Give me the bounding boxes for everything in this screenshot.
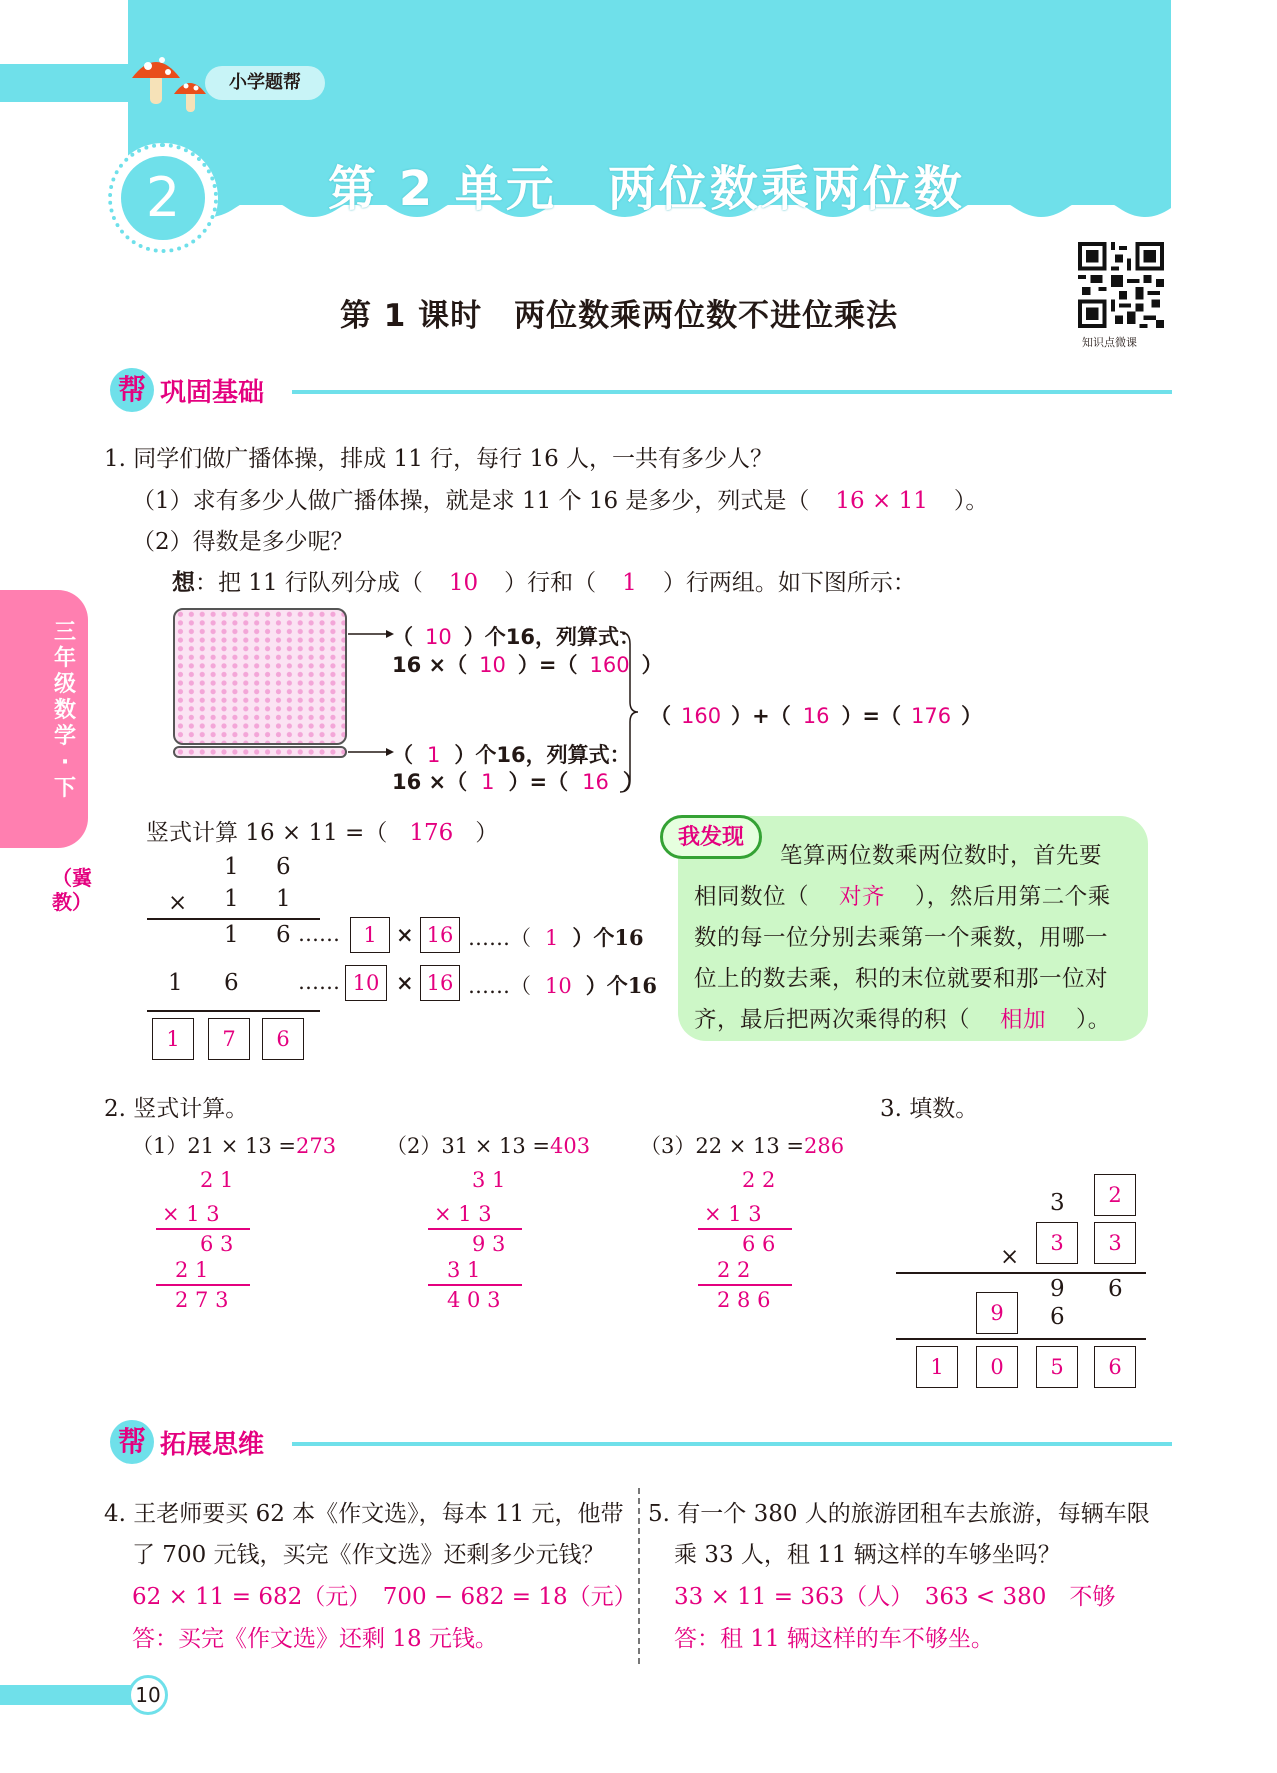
q2-1-multiplier: × 1 3 <box>162 1202 220 1226</box>
q2-1-result: 2 7 3 <box>175 1288 229 1312</box>
question-divider <box>638 1488 640 1664</box>
mushroom-icon <box>128 46 214 118</box>
vert-times-sign-2: × <box>396 970 414 995</box>
q1-top-r: 160 <box>589 653 630 677</box>
q2-2-line-2 <box>428 1284 522 1286</box>
discover-line-3: 数的每一位分别去乘第一个乘数，用哪一 <box>694 925 1109 951</box>
discover-answer-2: 相加 <box>1000 1007 1047 1033</box>
q1-bot-n: 1 <box>427 743 441 767</box>
q1-bot-r: 16 <box>582 770 609 794</box>
side-tab-grade: 三年级数学·下 <box>53 620 76 801</box>
q1-vertical-answer: 176 <box>409 820 454 846</box>
q3-r2-box-1: 3 <box>1036 1222 1078 1264</box>
q1-bottom-line2: 16 ×（ 1 ）=（ 16 ） <box>392 770 644 794</box>
discover-answer-1: 对齐 <box>839 884 886 910</box>
q3-r4-box: 9 <box>976 1292 1018 1334</box>
q5-line-2: 乘 33 人，租 11 辆这样的车够坐吗？ <box>674 1542 1061 1568</box>
q1-part1: （1）求有多少人做广播体操，就是求 11 个 16 是多少，列式是（ 16 × 11 ）。 <box>132 488 989 514</box>
q3-r1-given: 3 <box>1050 1190 1065 1216</box>
q1-top-m: 10 <box>479 653 506 677</box>
q3-line-2 <box>896 1338 1146 1340</box>
q1-think-answer-1: 10 <box>448 570 479 596</box>
vert-r3-d1: 1 <box>224 922 239 948</box>
q2-1-answer: 273 <box>296 1134 337 1158</box>
q2-2-multiplicand: 3 1 <box>472 1168 506 1192</box>
q1-top-line1: （ 10 ）个16，列算式： <box>392 625 640 649</box>
section-badge-extend: 帮 <box>110 1420 154 1464</box>
q1-sum-a: 160 <box>681 704 722 728</box>
vert-box-1: 1 <box>350 917 390 953</box>
brand-label: 小学题帮 <box>205 66 325 100</box>
q3-r4-given: 6 <box>1050 1304 1065 1330</box>
q2-2-answer: 403 <box>550 1134 591 1158</box>
q1-bot-m: 1 <box>481 770 495 794</box>
q4-line-1: 4. 王老师要买 62 本《作文选》，每本 11 元，他带 <box>104 1501 624 1527</box>
vert-box-16-b: 16 <box>420 965 460 1001</box>
discover-line-5: 齐，最后把两次乘得的积（ 相加 ）。 <box>694 1007 1111 1033</box>
q1-top-n: 10 <box>425 625 452 649</box>
q2-3-answer: 286 <box>804 1134 845 1158</box>
q4-line-2: 了 700 元钱，买完《作文选》还剩多少元钱？ <box>132 1542 605 1568</box>
q3-r1-box: 2 <box>1094 1174 1136 1216</box>
q2-1-partial-1: 6 3 <box>200 1232 234 1256</box>
q2-3-multiplicand: 2 2 <box>742 1168 776 1192</box>
q1-bottom-line1: （ 1 ）个16，列算式： <box>392 743 631 767</box>
q3-result-1: 1 <box>916 1346 958 1388</box>
q1-think-answer-2: 1 <box>622 570 637 596</box>
q3-r3-d1: 9 <box>1050 1276 1065 1302</box>
q5-answer-calc: 33 × 11 = 363（人） 363 < 380 不够 <box>674 1584 1116 1610</box>
qr-caption: 知识点微课 <box>1082 336 1137 349</box>
vert-r1-d2: 6 <box>276 854 291 880</box>
page-number: 10 <box>128 1675 168 1715</box>
q3-r3-d2: 6 <box>1108 1276 1123 1302</box>
q3-r2-box-2: 3 <box>1094 1222 1136 1264</box>
q3-line-1 <box>896 1272 1146 1274</box>
q2-1-line-1 <box>156 1228 250 1230</box>
q3-stem: 3. 填数。 <box>880 1096 979 1122</box>
qr-code-icon[interactable] <box>1078 242 1164 328</box>
q2-1-partial-2: 2 1 <box>175 1258 209 1282</box>
vert-result-3: 6 <box>262 1018 304 1060</box>
q1-vertical-prompt: 竖式计算 16 × 11 =（ 176 ） <box>146 820 499 846</box>
q2-stem: 2. 竖式计算。 <box>104 1096 249 1122</box>
q3-result-4: 6 <box>1094 1346 1136 1388</box>
q1-part1-answer: 16 × 11 <box>835 488 928 514</box>
section-divider-2 <box>292 1442 1172 1446</box>
section-badge-basic: 帮 <box>110 368 154 412</box>
unit-number: 2 <box>121 156 205 240</box>
q2-1-label: （1）21 × 13 = <box>132 1134 297 1158</box>
dot-grid-10-rows <box>173 608 347 745</box>
q2-3-line-1 <box>698 1228 792 1230</box>
q2-2-partial-1: 9 3 <box>472 1232 506 1256</box>
vert-result-1: 1 <box>152 1018 194 1060</box>
q1-top-line2: 16 ×（ 10 ）=（ 160 ） <box>392 653 663 677</box>
q2-2-multiplier: × 1 3 <box>434 1202 492 1226</box>
vert-dots-2: …… <box>298 970 340 994</box>
side-tab-edition: （冀教） <box>52 866 92 914</box>
vert-r3-d2: 6 <box>276 922 291 948</box>
q3-times: × <box>1000 1244 1020 1270</box>
q1-part2: （2）得数是多少呢？ <box>132 529 354 555</box>
q2-3-label: （3）22 × 13 = <box>640 1134 805 1158</box>
q2-2-line-1 <box>428 1228 522 1230</box>
unit-title: 第 2 单元 两位数乘两位数 <box>328 161 965 217</box>
vert-note-2: ……（ 10 ）个16 <box>468 973 657 998</box>
q2-3-partial-2: 2 2 <box>717 1258 751 1282</box>
discover-line-1: 笔算两位数乘两位数时，首先要 <box>780 843 1103 869</box>
vert-times-sign-1: × <box>396 922 414 947</box>
q4-answer-calc: 62 × 11 = 682（元） 700 − 682 = 18（元） <box>132 1584 637 1610</box>
vert-line-2 <box>147 1010 320 1012</box>
q2-3-result: 2 8 6 <box>717 1288 771 1312</box>
discover-line-4: 位上的数去乘，积的末位就要和那一位对 <box>694 966 1109 992</box>
q2-2-result: 4 0 3 <box>447 1288 501 1312</box>
q2-3-multiplier: × 1 3 <box>704 1202 762 1226</box>
vert-r2-d1: 1 <box>224 886 239 912</box>
q2-1-multiplicand: 2 1 <box>200 1168 234 1192</box>
vert-result-2: 7 <box>208 1018 250 1060</box>
q1-stem: 1. 同学们做广播体操，排成 11 行，每行 16 人，一共有多少人？ <box>104 446 774 472</box>
q2-1-line-2 <box>156 1284 250 1286</box>
q5-line-1: 5. 有一个 380 人的旅游团租车去旅游，每辆车限 <box>648 1501 1150 1527</box>
q3-result-2: 0 <box>976 1346 1018 1388</box>
q2-2-partial-2: 3 1 <box>447 1258 481 1282</box>
vert-r2-d2: 1 <box>276 886 291 912</box>
vert-note-1: ……（ 1 ）个16 <box>468 925 644 950</box>
section-divider <box>292 390 1172 394</box>
vert-r1-d1: 1 <box>224 854 239 880</box>
section-title-extend: 拓展思维 <box>160 1430 265 1460</box>
discover-tag: 我发现 <box>660 815 762 859</box>
section-title-basic: 巩固基础 <box>160 378 265 408</box>
vert-r4-d2: 6 <box>224 970 239 996</box>
q1-sum-c: 176 <box>911 704 952 728</box>
vert-r4-d1: 1 <box>168 970 183 996</box>
vert-dots-1: …… <box>298 922 340 946</box>
q2-3-partial-1: 6 6 <box>742 1232 776 1256</box>
vert-box-16-a: 16 <box>420 917 460 953</box>
discover-line-2: 相同数位（ 对齐 ），然后用第二个乘 <box>694 884 1111 910</box>
q5-answer-text: 答：租 11 辆这样的车不够坐。 <box>674 1626 994 1652</box>
q3-result-3: 5 <box>1036 1346 1078 1388</box>
q1-sum-b: 16 <box>802 704 830 728</box>
q2-3-line-2 <box>698 1284 792 1286</box>
vert-line-1 <box>147 918 320 920</box>
q1-sum: （ 160 ）+（ 16 ）=（ 176 ） <box>650 704 983 728</box>
dot-grid-1-row <box>173 746 347 758</box>
q2-2-label: （2）31 × 13 = <box>386 1134 551 1158</box>
page-number-strip <box>0 1685 138 1705</box>
q4-answer-text: 答：买完《作文选》还剩 18 元钱。 <box>132 1626 498 1652</box>
vert-times: × <box>168 890 188 916</box>
q1-think: 想：把 11 行队列分成（ 10 ）行和（ 1 ）行两组。如下图所示： <box>172 569 916 596</box>
vert-box-10: 10 <box>345 965 387 1001</box>
lesson-title: 第 1 课时 两位数乘两位数不进位乘法 <box>340 298 899 334</box>
